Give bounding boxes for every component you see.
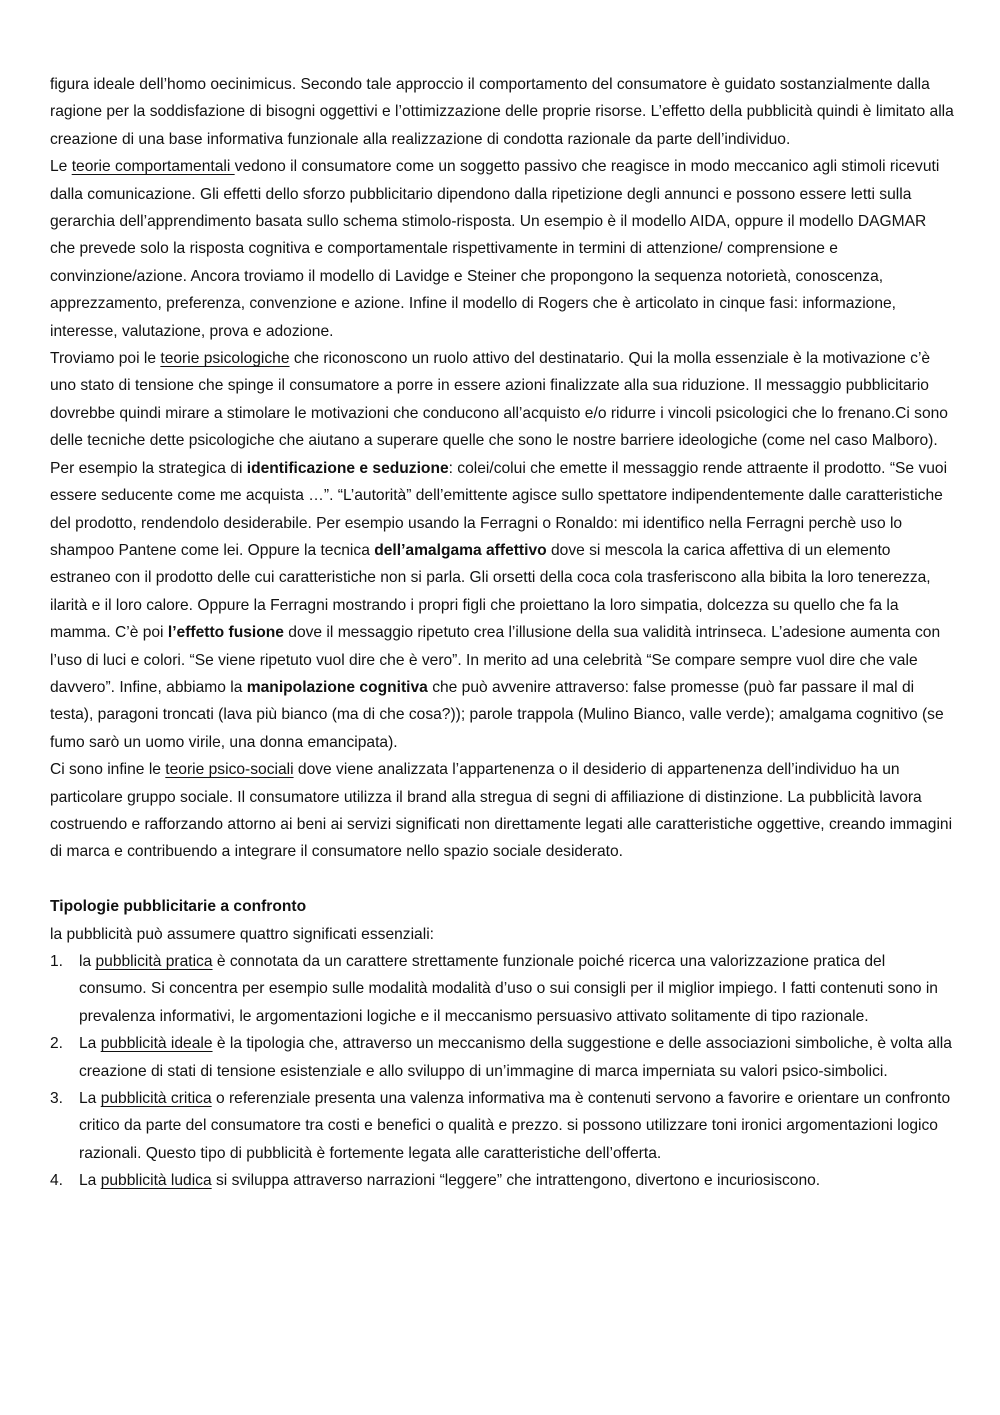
term-teorie-comportamentali: teorie comportamentali [71, 158, 235, 176]
term-teorie-psicologiche: teorie psicologiche [160, 350, 290, 368]
term-manipolazione-cognitiva: manipolazione cognitiva [246, 678, 428, 696]
list-item-ludica [50, 1167, 954, 1194]
term-effetto-fusione: l’effetto fusione [167, 624, 284, 642]
text-run: La [79, 1035, 101, 1053]
section-intro: la pubblicità può assumere quattro significati essenziali: [50, 925, 434, 943]
list-item-critica [50, 1085, 954, 1167]
list-number: 3. [50, 1090, 64, 1108]
list-number: 1. [50, 952, 64, 970]
text-run: La [79, 1172, 101, 1190]
text-run: vedono il consumatore come un soggetto passivo che reagisce in modo meccanico agli stimoli ricevuti dalla comunicazione. Gli effetti dello sforzo pubblicitario dipendono dalla ripetizione degli annunci e possono essere letti sulla gerarchia dell’apprendimento basata sullo schema stimolo-risposta. Un esempio è il modello AIDA, oppure il modello DAGMAR che prevede solo la risposta cognitiva e comportamentale rispettivamente in termini di attenzione/ comprensione e convinzione/azione. Ancora troviamo il modello di Lavidge e Steiner che propongono la sequenza notorietà, conoscenza, apprezzamento, preferenza, convenzione e azione. Infine il modello di Rogers che è articolato in cinque fasi: informazione, interesse, valutazione, prova e adozione. [50, 158, 940, 340]
term-pubblicita-critica: pubblicità critica [100, 1090, 212, 1108]
text-run: si sviluppa attraverso narrazioni “leggere” che intrattengono, divertono e incuriosiscono. [211, 1172, 821, 1190]
term-teorie-psico-sociali: teorie psico-sociali [165, 761, 294, 779]
text-run: Le [50, 158, 72, 176]
text-run: che può avvenire attraverso: false promesse (può far passare il mal di testa), paragoni troncati (lava più bianco (ma di che cosa?)); parole trappola (Mulino Bianco, valle verde); amalgama cognitivo (se fumo sarò un uomo virile, una donna emancipata). [50, 678, 944, 751]
text-run: La [79, 1090, 101, 1108]
text-run: la [79, 952, 96, 970]
text-run: Troviamo poi le [50, 350, 161, 368]
text-run: dove si mescola la carica affettiva di un elemento estraneo con il prodotto delle cui caratteristiche non si parla. Gli orsetti della coca cola trasferiscono alla bibita la loro tenerezza, ilarità e il loro calore. Oppure la Ferragni mostrando i propri figli che proiettano la loro simpatia, dolcezza su quello che fa la mamma. C’è poi [50, 541, 931, 642]
text-run: : colei/colui che emette il messaggio rende attraente il prodotto. “Se vuoi essere seducente come me acquista …”. “L’autorità” dell’emittente agisce sullo spettatore indipendentemente dalle caratteristiche del prodotto, rendendolo desiderabile. Per esempio usando la Ferragni o Ronaldo: mi identifico nella Ferragni perchè uso lo shampoo Pantene come lei. Oppure la tecnica [50, 459, 948, 559]
tipologie-list [50, 948, 954, 1195]
term-amalgama-affettivo: dell’amalgama affettivo [374, 541, 547, 559]
text-run: Ci sono infine le [50, 761, 166, 779]
list-item-ideale [50, 1030, 954, 1085]
text-run: è la tipologia che, attraverso un meccanismo della suggestione e delle associazioni simboliche, è volta alla creazione di stati di tensione esistenziale e allo sviluppo di un’immagine di marca imperniata su valori psico-simbolici. [79, 1035, 952, 1080]
document-page [50, 71, 954, 1195]
term-pubblicita-ludica: pubblicità ludica [100, 1172, 212, 1190]
term-pubblicita-pratica: pubblicità pratica [95, 952, 213, 970]
list-number: 2. [50, 1035, 64, 1053]
paragraph-homo-oeconomicus: figura ideale dell’homo oecinimicus. Secondo tale approccio il comportamento del consumatore è guidato sostanzialmente dalla ragione per la soddisfazione di bisogni oggettivi e l’ottimizzazione delle proprie risorse. L’effetto della pubblicità quindi è limitato alla creazione di una base informativa funzionale alla realizzazione di condotta razionale da parte dell’individuo. [50, 76, 954, 148]
list-number: 4. [50, 1172, 64, 1190]
list-item-pratica [50, 948, 954, 1030]
text-run: dove viene analizzata l’appartenenza o il desiderio di appartenenza dell’individuo ha un particolare gruppo sociale. Il consumatore utilizza il brand alla stregua di segni di affiliazione di distinzione. La pubblicità lavora costruendo e rafforzando attorno ai beni ai servizi significati non direttamente legati alle caratteristiche oggettive, creando immagini di marca e contribuendo a integrare il consumatore nello spazio sociale desiderato. [50, 761, 953, 861]
paragraph-teorie-psicologiche [50, 345, 954, 756]
paragraph-teorie-comportamentali [50, 153, 954, 345]
text-run: è connotata da un carattere strettamente funzionale poiché ricerca una valorizzazione pratica del consumo. Si concentra per esempio sulle modalità modalità d’uso o sui consigli per il miglior impiego. I fatti contenuti sono in prevalenza informativi, le argomentazioni logiche e il meccanismo persuasivo attivato solitamente di tipo razionale. [79, 952, 938, 1025]
text-run: o referenziale presenta una valenza informativa ma è contenuti servono a favorire e orientare un confronto critico da parte del consumatore tra costi e benefici o qualità e prezzo. si possono utilizzare toni ironici argomentazioni logico razionali. Questo tipo di pubblicità è fortemente legata alle caratteristiche dell’offerta. [79, 1090, 951, 1162]
text-run: che riconoscono un ruolo attivo del destinatario. Qui la molla essenziale è la motivazione c’è uno stato di tensione che spinge il consumatore a porre in essere azioni finalizzate alla sua riduzione. Il messaggio pubblicitario dovrebbe quindi mirare a stimolare le motivazioni che conducono all’acquisto e/o ridurre i vincoli psicologici che lo frenano.Ci sono delle tecniche dette psicologiche che aiutano a superare quelle che sono le nostre barriere ideologiche (come nel caso Malboro). Per esempio la strategica di [50, 350, 948, 477]
term-identificazione-seduzione: identificazione e seduzione [246, 459, 449, 477]
term-pubblicita-ideale: pubblicità ideale [100, 1035, 213, 1053]
section-heading: Tipologie pubblicitarie a confronto [50, 898, 307, 916]
paragraph-teorie-psico-sociali [50, 756, 954, 866]
text-run: dove il messaggio ripetuto crea l’illusione della sua validità intrinseca. L’adesione aumenta con l’uso di luci e colori. “Se viene ripetuto vuol dire che è vero”. In merito ad una celebrità “Se compare sempre vuol dire che vale davvero”. Infine, abbiamo la [50, 624, 941, 696]
